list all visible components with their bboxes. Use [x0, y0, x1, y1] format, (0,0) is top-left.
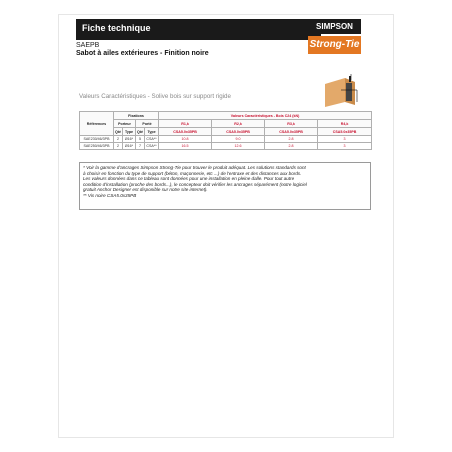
col-r1: R1,k: [159, 120, 212, 128]
note-line: gratuit Anchor Designer est disponible sur notre site internet).: [83, 187, 208, 192]
table-row: [80, 143, 372, 150]
section-title: Valeurs Caractéristiques - Solive bois sur support rigide: [79, 93, 231, 100]
anchor-r1: CSA5.0x35PB: [159, 128, 212, 136]
brand-logo: [308, 19, 361, 57]
cell-r1: 16.5: [159, 143, 212, 150]
product-reference: SAEPB: [76, 42, 100, 49]
characteristic-values-table: [79, 111, 371, 150]
cell-porteur-type: Ø16*: [123, 143, 136, 150]
header-title: Fiche technique: [82, 23, 151, 33]
col-r2: R2,k: [212, 120, 265, 128]
product-name: Sabot à ailes extérieures - Finition noire: [76, 50, 209, 57]
cell-porteur-qte: 2: [114, 143, 123, 150]
col-references: Références: [80, 112, 114, 136]
cell-r4: 3: [318, 143, 372, 150]
col-r4: R4,k: [318, 120, 372, 128]
cell-porte-type: CSA**: [146, 137, 157, 141]
anchor-r4: CSA5.0x35PB: [318, 128, 372, 136]
cell-porte-type: CSA**: [146, 144, 157, 148]
cell-r2: 9.0: [212, 136, 265, 143]
note-line: condition d'installation (proche des bords...), le concepteur doit vérifier les ancrages séparément (notre logiciel: [83, 181, 307, 187]
col-porte-type: Type: [145, 128, 159, 136]
cell-r4: 3: [318, 136, 372, 143]
cell-porte-qte: 7: [136, 143, 145, 150]
anchor-r2: CSA5.0x35PB: [212, 128, 265, 136]
datasheet-page: [58, 14, 394, 438]
anchor-r3: CSA5.0x35PB: [265, 128, 318, 136]
cell-r3: 2.8: [265, 136, 318, 143]
table-row: [80, 136, 372, 143]
cell-ref: SAE230/46/3PB: [80, 136, 114, 143]
cell-r2: 12.6: [212, 143, 265, 150]
cell-r1: 10.8: [159, 136, 212, 143]
cell-porte-qte: 5: [136, 136, 145, 143]
col-fixations: Fixations: [114, 112, 159, 120]
note-line: Les valeurs données dans ce tableau sont données pour une installation en pleine dalle. Pour tout autre: [83, 176, 295, 181]
brand-logo-bottom: Strong-Tie: [308, 36, 361, 54]
joist-hanger-icon: [321, 72, 359, 110]
cell-ref: SAE250/46/3PB: [80, 143, 114, 150]
col-porte-qte: Qté: [137, 129, 143, 134]
note-line: * Voir la gamme d'ancrages Simpson Strong-Tie pour trouver le produit adéquat. Les solutions standards sont: [83, 165, 306, 170]
cell-r3: 2.8: [265, 143, 318, 150]
col-characteristic-values: Valeurs Caractéristiques - Bois C24 (kN): [159, 112, 372, 120]
col-r3: R3,k: [265, 120, 318, 128]
note-line: à choisir en fonction du type de support (béton, maçonnerie, etc ...) de l'entraxe et des distances aux bords.: [83, 170, 302, 176]
col-porteur: Porteur: [114, 120, 136, 128]
notes-box: [79, 162, 371, 210]
col-porte: Porté: [136, 120, 159, 128]
brand-logo-top: SIMPSON: [308, 19, 361, 34]
cell-porteur-qte: 2: [114, 136, 123, 143]
col-porteur-type: Type: [123, 128, 136, 136]
cell-porteur-type: Ø16*: [123, 136, 136, 143]
header-bar: [76, 19, 321, 40]
col-porteur-qte: Qté: [115, 129, 121, 134]
note-line: ** Vis noire CSA5.0x35PB: [83, 192, 137, 198]
